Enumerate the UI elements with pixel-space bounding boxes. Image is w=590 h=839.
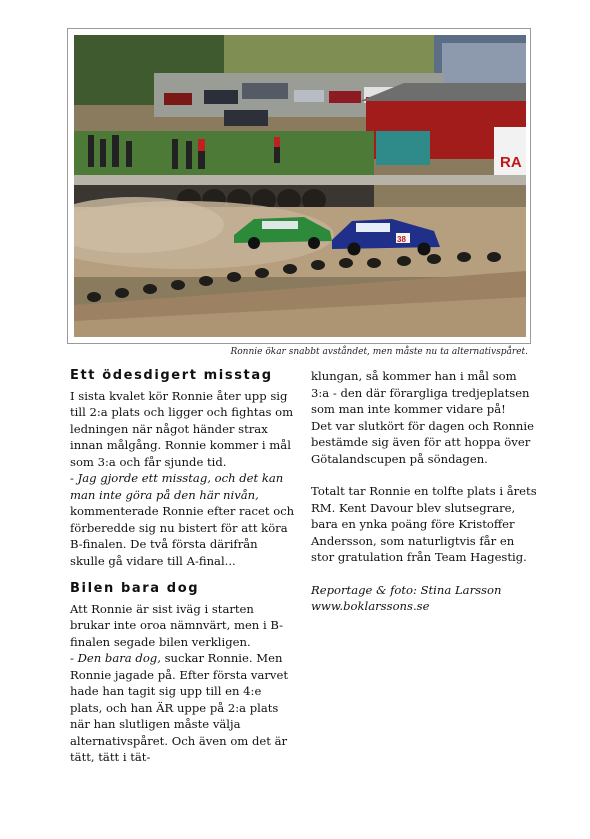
left-column bbox=[70, 368, 296, 766]
paragraph-rest: suckar Ronnie. Men Ronnie jagade på. Efter första varvet hade han tagit sig upp till en 4:e plats, och han ÄR uppe på 2:a plats när han slutligen måste välja alternativspåret. Och även om det är tätt, tätt i tät- bbox=[70, 651, 289, 764]
svg-text:38: 38 bbox=[397, 235, 406, 244]
paragraph-gap bbox=[311, 467, 537, 483]
quote-prefix: - bbox=[70, 471, 78, 485]
paragraph-gap bbox=[311, 566, 537, 582]
quote: Den bara dog, bbox=[77, 651, 161, 665]
quote-paragraph bbox=[70, 470, 296, 569]
paragraph: Totalt tar Ronnie en tolfte plats i årets RM. Kent Davour blev slutsegrare, bara en ynka poäng före Kristoffer Andersson, som naturligtvis får en stor gratulation från Team Hagestig. bbox=[311, 484, 537, 564]
photo-caption: Ronnie ökar snabbt avståndet, men måste nu ta alternativspåret. bbox=[230, 347, 528, 357]
quote: Jag gjorde ett misstag, och det kan man inte göra på den här nivån, bbox=[70, 471, 284, 502]
paragraph: klungan, så kommer han i mål som 3:a - den där förargliga tredjeplatsen som man inte kommer vidare på! bbox=[311, 369, 530, 416]
svg-text:RA: RA bbox=[500, 154, 522, 171]
rally-photo-illustration bbox=[74, 35, 526, 337]
section-heading-bilen: Bilen bara dog bbox=[70, 581, 200, 596]
photo-frame bbox=[67, 28, 531, 344]
section-heading-misstag: Ett ödesdigert misstag bbox=[70, 368, 273, 383]
website: www.boklarssons.se bbox=[311, 599, 430, 613]
paragraph: Det var slutkört för dagen och Ronnie bestämde sig även för att hoppa över Götalandscupen på söndagen. bbox=[311, 418, 534, 466]
byline: Reportage & foto: Stina Larsson bbox=[311, 582, 502, 597]
right-column bbox=[311, 368, 537, 615]
quote-paragraph bbox=[70, 650, 296, 766]
paragraph: I sista kvalet kör Ronnie åter upp sig till 2:a plats och ligger och fightas om ledningen när något händer strax innan målgång. Ronnie kommer i mål som 3:a och får sjunde tid. bbox=[70, 388, 294, 469]
paragraph: Att Ronnie är sist iväg i starten brukar inte oroa nämnvärt, men i B-finalen segade bilen verkligen. bbox=[70, 601, 284, 649]
paragraph-rest: kommenterade Ronnie efter racet och förberedde sig nu bistert för att köra B-finalen. De två första därifrån skulle gå vidare till A-final... bbox=[70, 504, 295, 568]
quote-prefix: - bbox=[70, 651, 78, 665]
rally-photo bbox=[74, 35, 526, 337]
